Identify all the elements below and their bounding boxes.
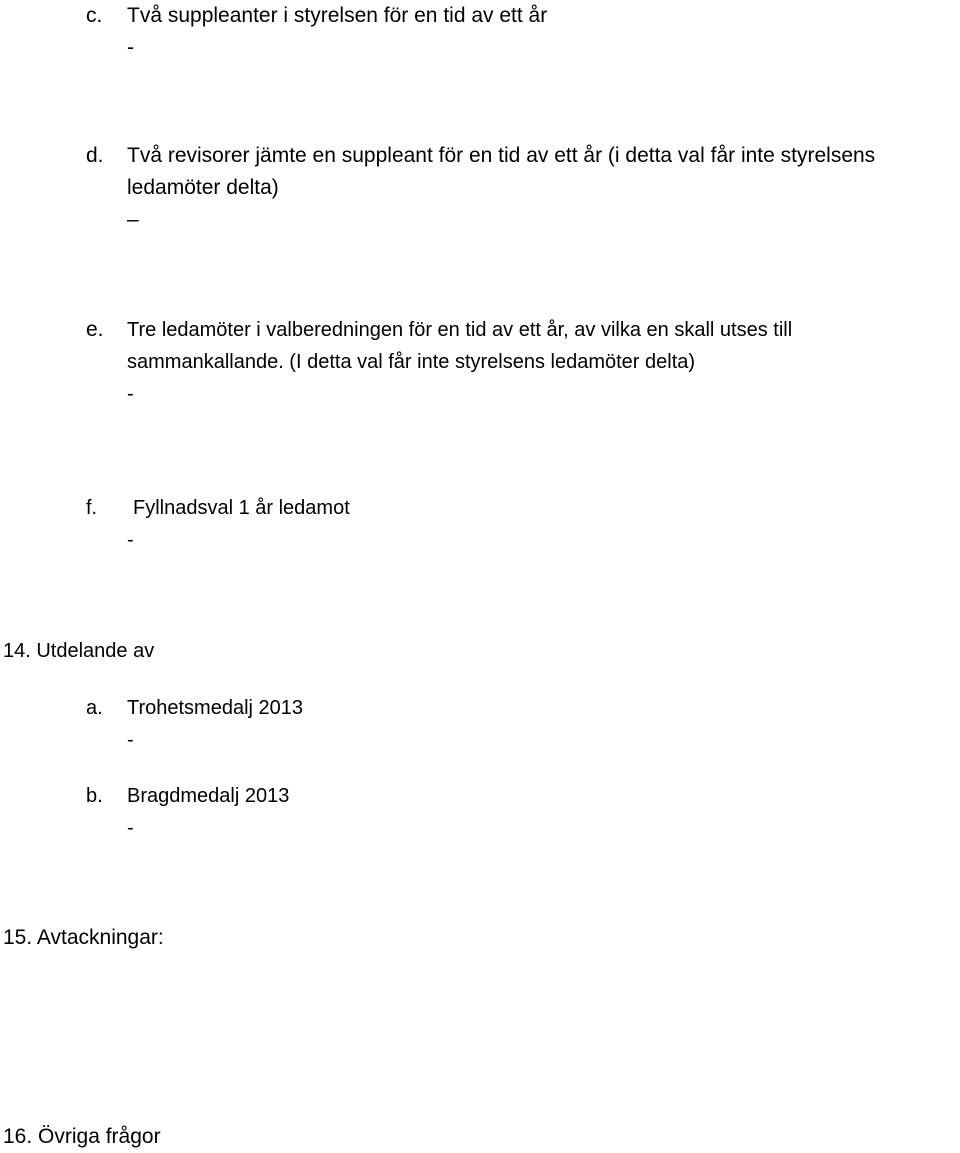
item-e-answer: - bbox=[127, 383, 134, 405]
item-d-answer: – bbox=[127, 208, 139, 231]
item-c-label: c. bbox=[86, 4, 103, 27]
item-14b-answer: - bbox=[127, 817, 134, 839]
item-14a bbox=[0, 692, 960, 756]
item-f-answer: - bbox=[127, 529, 134, 551]
item-e-text-line-2: sammankallande. (I detta val får inte styrelsens ledamöter delta) bbox=[127, 351, 696, 373]
section-14-heading: 14. Utdelande av bbox=[3, 640, 155, 662]
item-c-text: Två suppleanter i styrelsen för en tid av ett år bbox=[127, 4, 548, 27]
item-d-text bbox=[127, 140, 875, 204]
item-14b bbox=[0, 780, 960, 844]
item-e-label: e. bbox=[86, 318, 104, 341]
item-f bbox=[0, 492, 960, 556]
item-d-label: d. bbox=[86, 144, 104, 167]
item-f-label: f. bbox=[86, 497, 98, 519]
item-14a-answer: - bbox=[127, 729, 134, 751]
item-e bbox=[0, 314, 960, 410]
item-14a-label: a. bbox=[86, 697, 103, 719]
item-14b-text: Bragdmedalj 2013 bbox=[127, 785, 290, 807]
item-14a-text: Trohetsmedalj 2013 bbox=[127, 697, 304, 719]
item-14b-label: b. bbox=[86, 785, 103, 807]
item-d-text-line-2: ledamöter delta) bbox=[127, 176, 279, 199]
item-e-text bbox=[127, 314, 792, 378]
section-15-heading: 15. Avtackningar: bbox=[3, 926, 164, 949]
item-c bbox=[0, 0, 960, 64]
item-c-answer: - bbox=[127, 36, 134, 59]
item-f-text: Fyllnadsval 1 år ledamot bbox=[133, 497, 350, 519]
section-16-heading: 16. Övriga frågor bbox=[3, 1125, 161, 1148]
item-d bbox=[0, 140, 960, 236]
item-e-text-line-1: Tre ledamöter i valberedningen för en tid av ett år, av vilka en skall utses till bbox=[127, 319, 793, 341]
item-d-text-line-1: Två revisorer jämte en suppleant för en tid av ett år (i detta val får inte styrelsens bbox=[127, 144, 876, 167]
